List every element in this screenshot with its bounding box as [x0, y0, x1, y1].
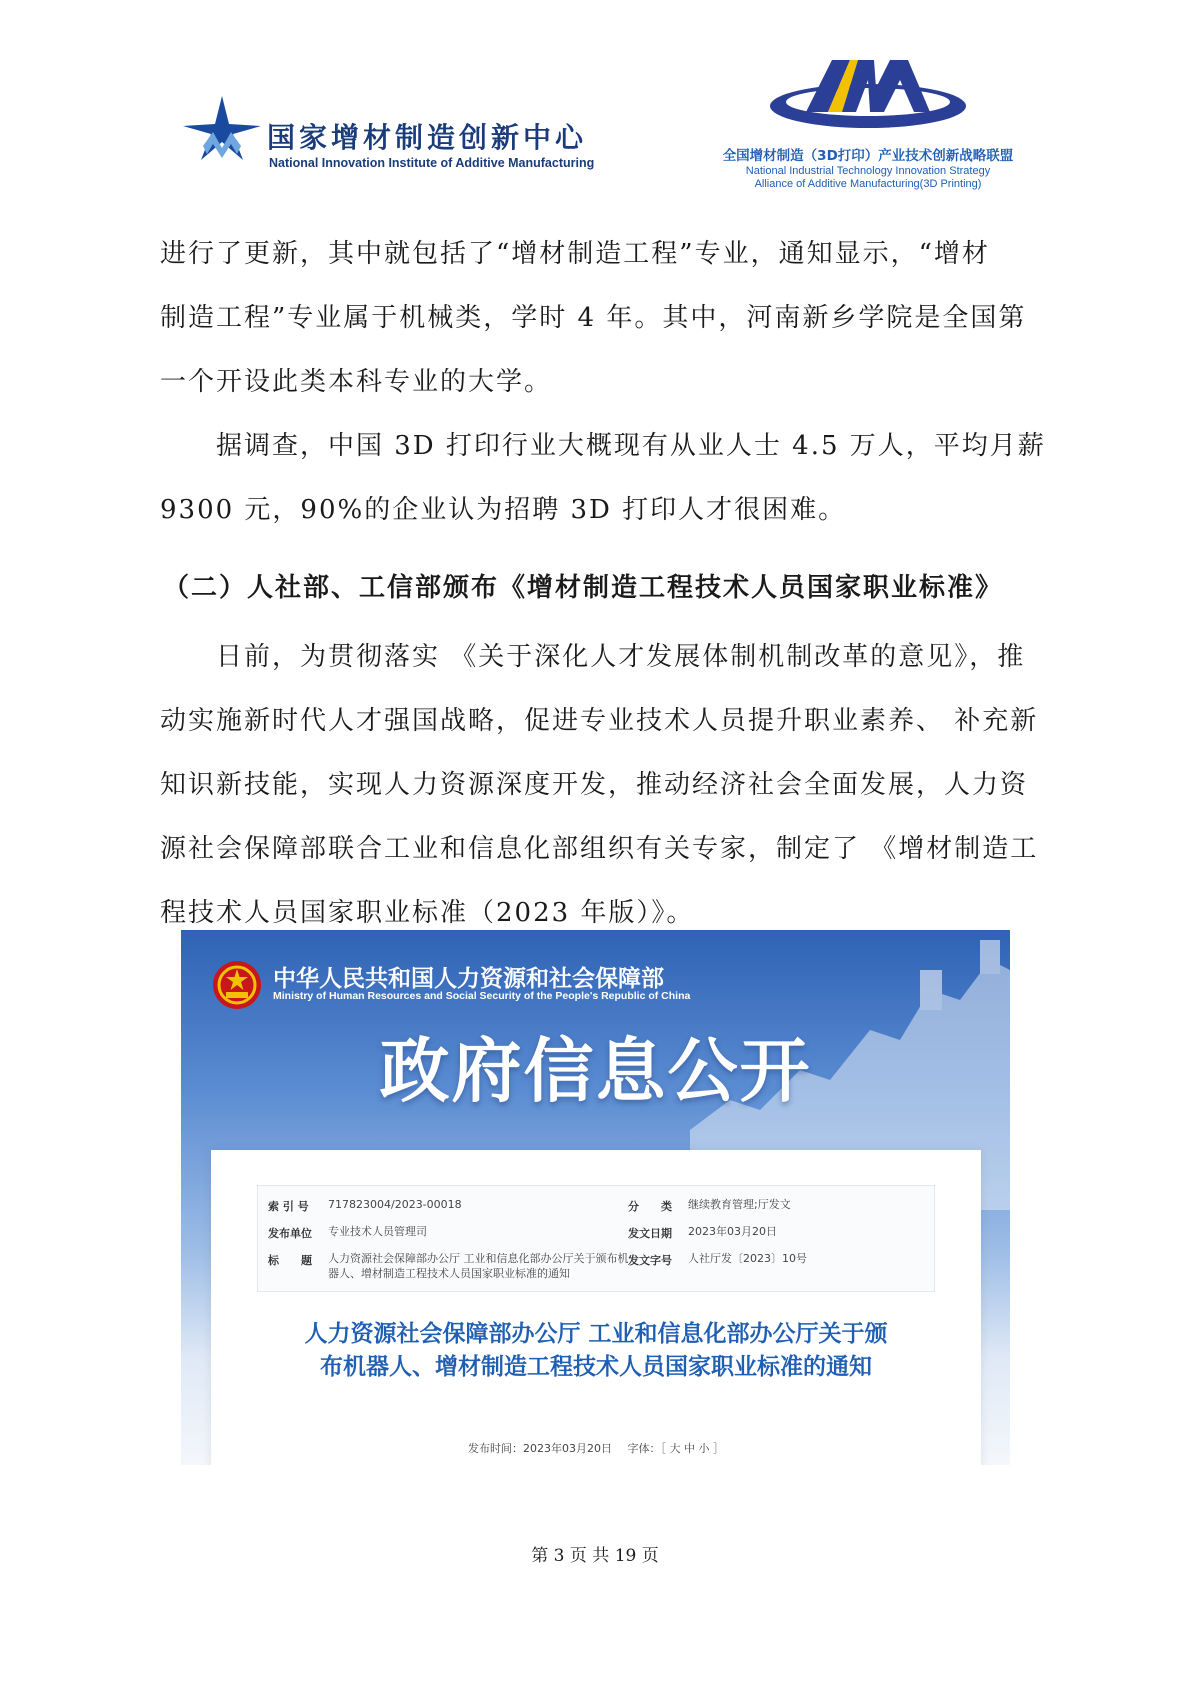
title-label: 标 题: [268, 1254, 312, 1267]
alliance-name-en-2: Alliance of Additive Manufacturing(3D Printing): [754, 178, 982, 190]
docno-value: 人社厅发〔2023〕10号: [688, 1252, 807, 1265]
title-value-line2: 器人、增材制造工程技术人员国家职业标准的通知: [328, 1267, 570, 1280]
font-size-control[interactable]: 字体：［ 大 中 小 ］: [627, 1442, 724, 1455]
publish-time: 发布时间：2023年03月20日: [468, 1442, 612, 1455]
nimi-name-cn: 国家增材制造创新中心: [267, 121, 588, 154]
paragraph-line: 程技术人员国家职业标准（2023 年版）》。: [160, 898, 695, 928]
paragraph-line: 知识新技能，实现人力资源深度开发，推动经济社会全面发展，人力资: [160, 770, 1029, 800]
nimi-logo: [183, 96, 623, 176]
mohrss-screenshot: [181, 930, 1010, 1465]
title-value-line1: 人力资源社会保障部办公厅 工业和信息化部办公厅关于颁布机: [328, 1252, 629, 1265]
notice-card: [211, 1150, 981, 1465]
paragraph-line: 据调查，中国 3D 打印行业大概现有从业人士 4.5 万人，平均月薪: [216, 431, 1046, 461]
notice-title: [211, 1318, 981, 1384]
alliance-mark-icon: [758, 58, 978, 138]
paragraph-line: 日前，为贯彻落实 《关于深化人才发展体制机制改革的意见》，推: [216, 642, 1026, 672]
paragraph-line: 9300 元，90%的企业认为招聘 3D 打印人才很困难。: [160, 495, 847, 525]
ministry-name-cn: 中华人民共和国人力资源和社会保障部: [273, 966, 664, 992]
ministry-name-en: Ministry of Human Resources and Social Security of the People's Republic of China: [273, 990, 691, 1002]
alliance-logo: [718, 58, 1018, 193]
index-label: 索 引 号: [268, 1200, 309, 1213]
index-value: 717823004/2023-00018: [328, 1198, 462, 1211]
issuer-label: 发布单位: [268, 1227, 312, 1240]
alliance-name-en-1: National Industrial Technology Innovation Strategy: [745, 165, 991, 177]
publish-info: [211, 1440, 981, 1456]
notice-title-line2: 布机器人、增材制造工程技术人员国家职业标准的通知: [320, 1354, 872, 1380]
date-value: 2023年03月20日: [688, 1225, 777, 1238]
category-value: 继续教育管理;厅发文: [688, 1198, 791, 1211]
nimi-star-icon: [183, 96, 261, 160]
paragraph-line: 进行了更新，其中就包括了“增材制造工程”专业，通知显示，“增材: [160, 239, 990, 269]
paragraph-line: 动实施新时代人才强国战略，促进专业技术人员提升职业素养、 补充新: [160, 706, 1039, 736]
national-emblem-icon: [212, 960, 262, 1010]
alliance-name-cn: 全国增材制造（3D打印）产业技术创新战略联盟: [722, 148, 1014, 164]
nimi-name-en: National Innovation Institute of Additive Manufacturing: [269, 156, 595, 170]
notice-title-line1: 人力资源社会保障部办公厅 工业和信息化部办公厅关于颁: [304, 1321, 888, 1347]
date-label: 发文日期: [628, 1227, 672, 1240]
page-number: 第 3 页 共 19 页: [531, 1546, 659, 1566]
gov-info-banner: 政府信息公开: [379, 1030, 812, 1112]
docno-label: 发文字号: [628, 1254, 672, 1267]
paragraph-line: 制造工程”专业属于机械类，学时 4 年。其中，河南新乡学院是全国第: [160, 303, 1027, 333]
category-label: 分 类: [628, 1200, 672, 1213]
issuer-value: 专业技术人员管理司: [328, 1225, 427, 1238]
metadata-table: [257, 1185, 935, 1292]
paragraph-line: 一个开设此类本科专业的大学。: [160, 367, 553, 397]
paragraph-line: 源社会保障部联合工业和信息化部组织有关专家，制定了 《增材制造工: [160, 834, 1039, 864]
section-heading: （二）人社部、工信部颁布《增材制造工程技术人员国家职业标准》: [163, 573, 1004, 603]
